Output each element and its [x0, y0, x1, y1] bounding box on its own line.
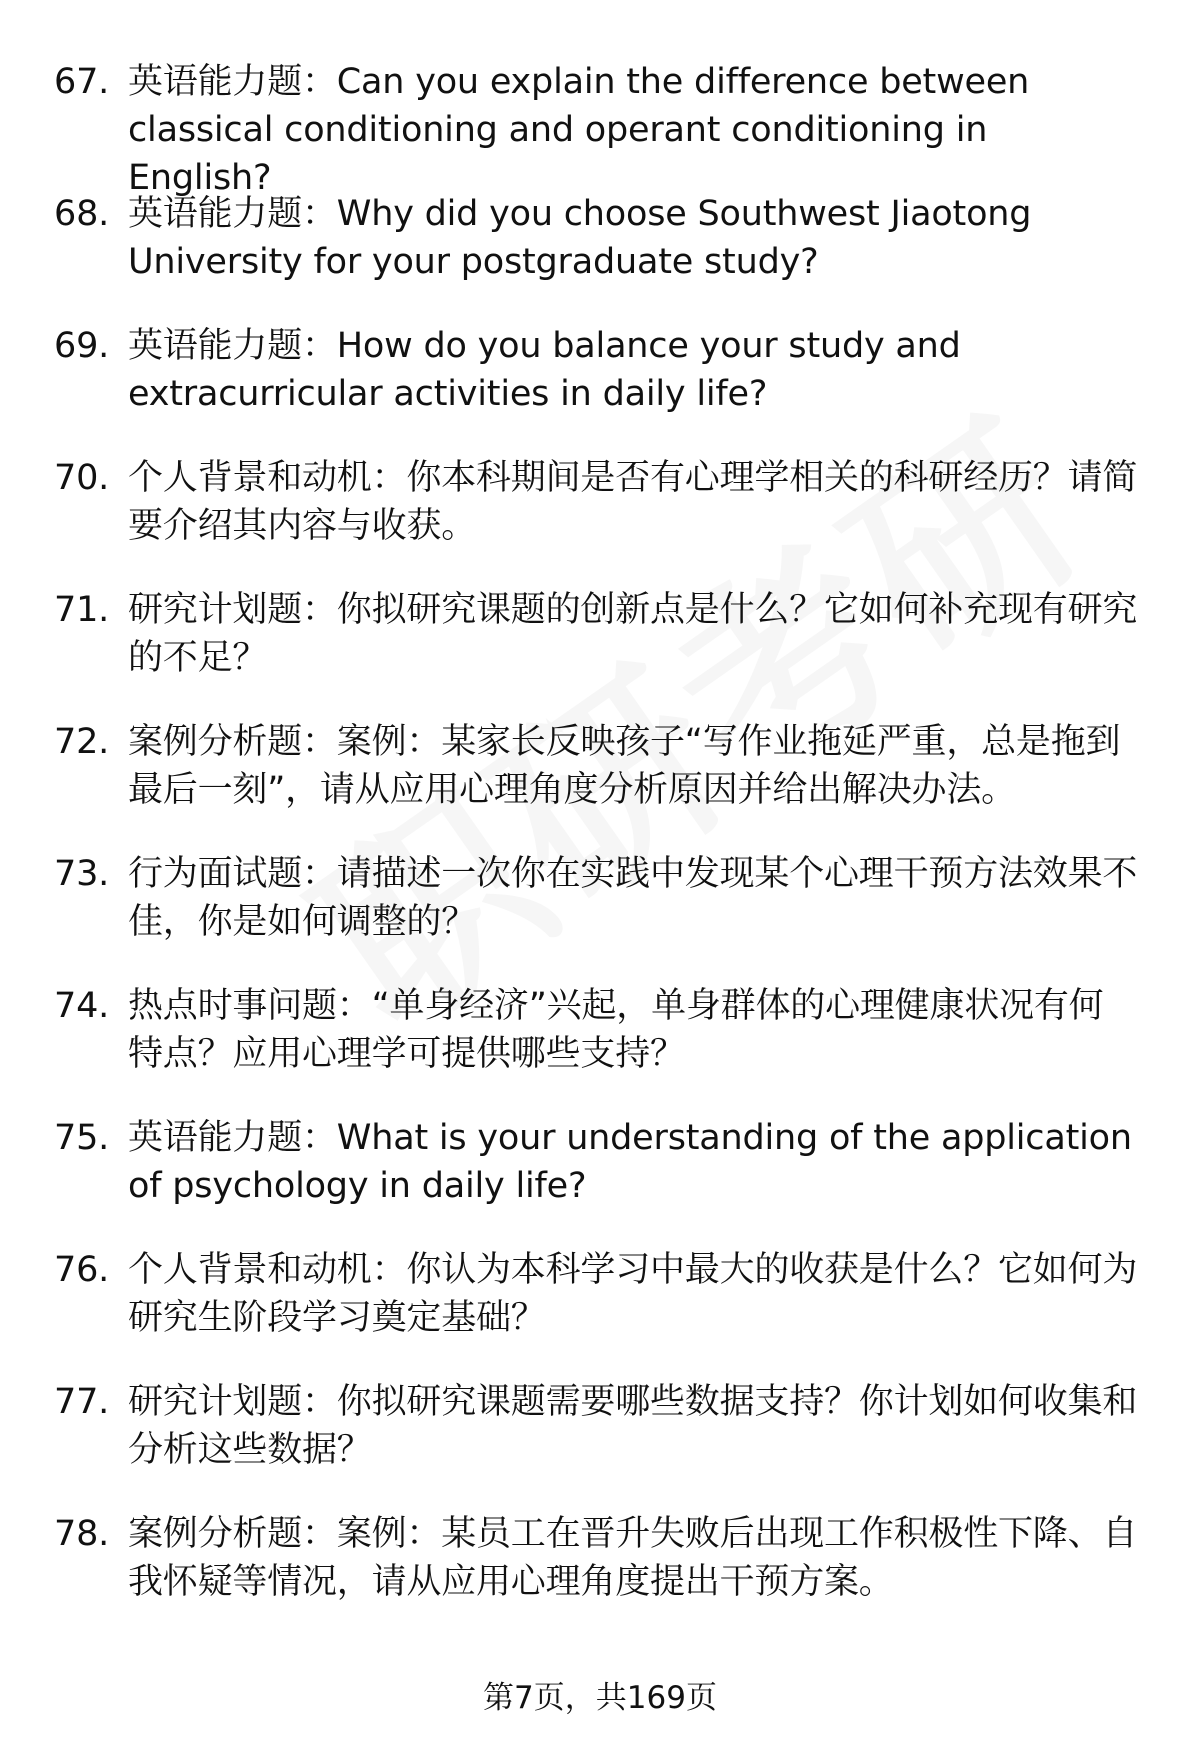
page-number-label: 第7页，共169页	[483, 1680, 717, 1716]
question-number: 72.	[54, 722, 110, 762]
question-item	[0, 982, 1200, 1114]
question-item	[0, 58, 1200, 198]
question-number: 75.	[54, 1118, 110, 1158]
question-item	[0, 850, 1200, 982]
question-text: 英语能力题：Why did you choose Southwest Jiaotong University for your postgraduate study?	[128, 194, 1032, 282]
question-text: 案例分析题：案例：某家长反映孩子“写作业拖延严重，总是拖到最后一刻”，请从应用心理角度分析原因并给出解决办法。	[128, 722, 1121, 810]
question-number: 69.	[54, 326, 110, 366]
question-text: 英语能力题：Can you explain the difference between classical conditioning and operant conditioning in English?	[128, 62, 1030, 198]
question-text: 英语能力题：What is your understanding of the application of psychology in daily life?	[128, 1118, 1132, 1206]
question-text: 热点时事问题：“单身经济”兴起，单身群体的心理健康状况有何特点？应用心理学可提供哪些支持？	[128, 986, 1104, 1074]
question-list	[0, 58, 1200, 1642]
question-number: 78.	[54, 1514, 110, 1554]
question-item	[0, 1246, 1200, 1378]
question-number: 73.	[54, 854, 110, 894]
question-text: 研究计划题：你拟研究课题的创新点是什么？它如何补充现有研究的不足？	[128, 590, 1138, 678]
question-item	[0, 190, 1200, 322]
question-number: 76.	[54, 1250, 110, 1290]
question-text: 个人背景和动机：你认为本科学习中最大的收获是什么？它如何为研究生阶段学习奠定基础？	[128, 1250, 1138, 1338]
question-number: 67.	[54, 62, 110, 102]
question-item	[0, 322, 1200, 454]
question-item	[0, 718, 1200, 850]
question-text: 案例分析题：案例：某员工在晋升失败后出现工作积极性下降、自我怀疑等情况，请从应用心理角度提出干预方案。	[128, 1514, 1138, 1602]
question-text: 英语能力题：How do you balance your study and extracurricular activities in daily life?	[128, 326, 961, 414]
question-number: 71.	[54, 590, 110, 630]
question-text: 行为面试题：请描述一次你在实践中发现某个心理干预方法效果不佳，你是如何调整的？	[128, 854, 1138, 942]
question-number: 77.	[54, 1382, 110, 1422]
question-number: 70.	[54, 458, 110, 498]
question-text: 个人背景和动机：你本科期间是否有心理学相关的科研经历？请简要介绍其内容与收获。	[128, 458, 1138, 546]
question-text: 研究计划题：你拟研究课题需要哪些数据支持？你计划如何收集和分析这些数据？	[128, 1382, 1138, 1470]
page-footer	[0, 1678, 1200, 1718]
question-item	[0, 1510, 1200, 1642]
question-item	[0, 586, 1200, 718]
question-item	[0, 454, 1200, 586]
question-item	[0, 1114, 1200, 1246]
question-item	[0, 1378, 1200, 1510]
question-number: 68.	[54, 194, 110, 234]
question-number: 74.	[54, 986, 110, 1026]
